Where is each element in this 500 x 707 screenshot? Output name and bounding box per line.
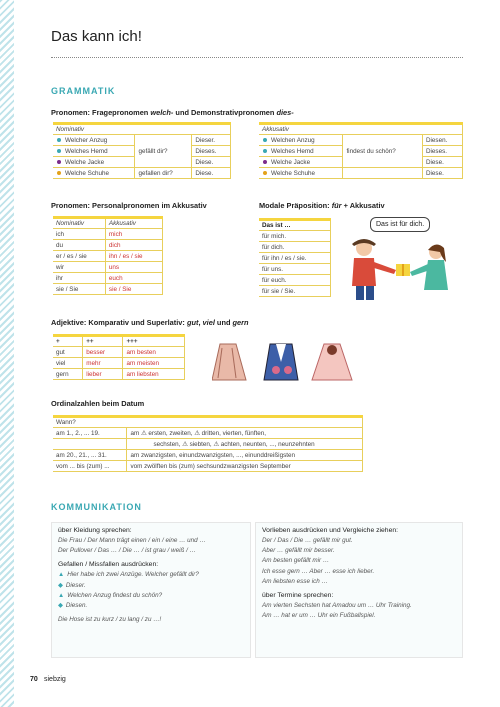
- subheading-fragepronomen: Pronomen: Fragepronomen welch- und Demonstrativpronomen dies-: [51, 108, 294, 117]
- dot-icon: [57, 149, 61, 153]
- dot-icon: [57, 171, 61, 175]
- dot-icon: [263, 171, 267, 175]
- subheading-ordinalzahlen: Ordinalzahlen beim Datum: [51, 399, 145, 408]
- page-number-word: siebzig: [44, 676, 66, 683]
- triangle-icon: ◆: [58, 581, 63, 589]
- table-personalpronomen: Nominativ Akkusativ ich mich du dich er / es / sie ihn / es / sie wir uns ihr euch sie / Sie sie / Sie: [53, 216, 163, 295]
- section-kommunikation: KOMMUNIKATION: [51, 502, 142, 512]
- section-grammatik: GRAMMATIK: [51, 86, 116, 96]
- subheading-personalpronomen: Pronomen: Personalpronomen im Akkusativ: [51, 201, 207, 210]
- table-nominativ: Nominativ Welcher Anzug gefällt dir? Dieser. Welches Hemd Dieses. Welche Jacke Diese. Welche Schuhe gefallen dir? Diese.: [53, 122, 231, 179]
- box-kleidung: über Kleidung sprechen: Die Frau / Der Mann trägt einen / ein / eine … und … Der Pullover / Das … / Die … / ist grau / weiß / … Gefallen / Missfallen ausdrücken: ▲ Hier habe ich zwei Anzüge. Welcher gefällt dir? ◆ Dieser. ▲ Welchen Anzug findest du schön? ◆ Diesen. Die Hose ist zu kurz / zu lang / zu …!: [51, 522, 251, 658]
- triangle-icon: ▲: [58, 591, 65, 599]
- speech-bubble: Das ist für dich.: [370, 217, 430, 232]
- dot-icon: [57, 160, 61, 164]
- dot-icon: [263, 138, 267, 142]
- table-akkusativ: Akkusativ Welchen Anzug findest du schön? Diesen. Welches Hemd Dieses. Welche Jacke Diese. Welche Schuhe Diese.: [259, 122, 463, 179]
- table-fuer: Das ist … für mich. für dich. für ihn / es / sie. für uns. für euch. für sie / Sie.: [259, 218, 331, 297]
- page-number: 70: [30, 676, 38, 683]
- table-ordinalzahlen: Wann? am 1., 2., ... 19. am ⚠ ersten, zweiten, ⚠ dritten, vierten, fünften, sechsten, ⚠ siebten, ⚠ achten, neunten, ..., neunzehnten am 20., 21., ... 31. am zwanzigsten, einundzwanzigsten, ..., einunddreißigsten vom ... bis (zum) ... vom zwölften bis (zum) sechsundzwanzigsten September: [53, 415, 363, 472]
- triangle-icon: ◆: [58, 601, 63, 609]
- dot-icon: [263, 160, 267, 164]
- box-vorlieben: Vorlieben ausdrücken und Vergleiche ziehen: Der / Das / Die … gefällt mir gut. Aber … gefällt mir besser. Am besten gefällt mir … Ich esse gern … Aber … esse ich lieber. Am liebsten esse ich … über Termine sprechen: Am vierten Sechsten hat Amadou um … Uhr Training. Am … hat er um … Uhr ein Fußballspiel.: [255, 522, 463, 658]
- dot-icon: [57, 138, 61, 142]
- title-divider: [51, 57, 463, 58]
- triangle-icon: ▲: [58, 571, 65, 579]
- clothing-illustration: [212, 340, 362, 384]
- decorative-stripe: [0, 0, 14, 707]
- subheading-modale-praeposition: Modale Präposition: für + Akkusativ: [259, 201, 385, 210]
- subheading-adjektive: Adjektive: Komparativ und Superlativ: gut, viel und gern: [51, 318, 249, 327]
- table-adjektive: + ++ +++ gut besser am besten viel mehr am meisten gern lieber am liebsten: [53, 334, 185, 380]
- dot-icon: [263, 149, 267, 153]
- gift-illustration: [344, 238, 464, 300]
- page-title: Das kann ich!: [51, 28, 142, 45]
